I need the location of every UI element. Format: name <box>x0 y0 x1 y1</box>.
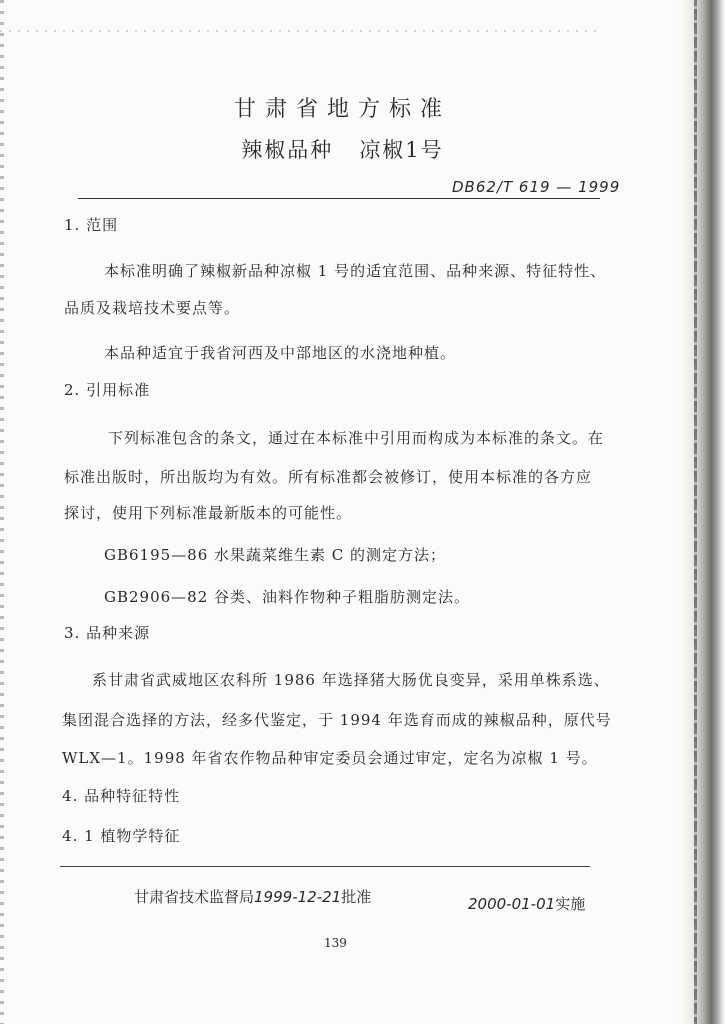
section-1-heading: 1. 范围 <box>64 216 119 234</box>
reference-2: GB2906—82 谷类、油料作物种子粗脂肪测定法。 <box>104 588 471 606</box>
section-2-para-1a: 下列标准包含的条文，通过在本标准中引用而构成为本标准的条文。在 <box>108 429 605 447</box>
footer-rule <box>60 866 590 867</box>
section-4-1-heading: 4. 1 植物学特征 <box>62 827 181 845</box>
implementation-label: 实施 <box>555 895 586 913</box>
standard-code: DB62/T 619 — 1999 <box>452 178 621 196</box>
scan-noise <box>0 30 600 32</box>
approval-org: 甘肃省技术监督局 <box>134 888 255 906</box>
section-1-para-1a: 本标准明确了辣椒新品种凉椒 1 号的适宜范围、品种来源、特征特性、 <box>104 262 607 280</box>
section-3-para-1c: WLX—1。1998 年省农作物品种审定委员会通过审定，定名为凉椒 1 号。 <box>62 749 598 767</box>
implementation-date: 2000-01-01 <box>468 895 556 913</box>
subtitle-right: 凉椒1号 <box>359 138 444 162</box>
implementation-line <box>468 893 585 914</box>
header-rule <box>78 198 600 199</box>
section-2-para-1b: 标准出版时，所出版均为有效。所有标准都会被修订，使用本标准的各方应 <box>64 468 593 486</box>
approval-date: 1999-12-21 <box>254 888 342 906</box>
section-4-heading: 4. 品种特征特性 <box>62 787 181 805</box>
approval-line <box>134 886 371 907</box>
section-3-para-1b: 集团混合选择的方法，经多代鉴定，于 1994 年选育而成的辣椒品种，原代号 <box>62 711 612 729</box>
section-2-para-1c: 探讨，使用下列标准最新版本的可能性。 <box>64 504 353 522</box>
section-3-para-1a: 系甘肃省武威地区农科所 1986 年选择猪大肠优良变异，采用单株系选、 <box>92 671 610 689</box>
section-1-para-1b: 品质及栽培技术要点等。 <box>64 299 241 317</box>
approval-label: 批准 <box>341 888 372 906</box>
page-number: 139 <box>324 936 347 950</box>
document-subtitle <box>0 134 705 164</box>
reference-1: GB6195—86 水果蔬菜维生素 C 的测定方法； <box>104 546 447 564</box>
subtitle-left: 辣椒品种 <box>241 138 334 162</box>
section-3-heading: 3. 品种来源 <box>64 624 151 642</box>
document-title: 甘肃省地方标准 <box>233 97 451 122</box>
section-2-heading: 2. 引用标准 <box>64 381 151 399</box>
section-1-para-2: 本品种适宜于我省河西及中部地区的水浇地种植。 <box>104 344 457 362</box>
